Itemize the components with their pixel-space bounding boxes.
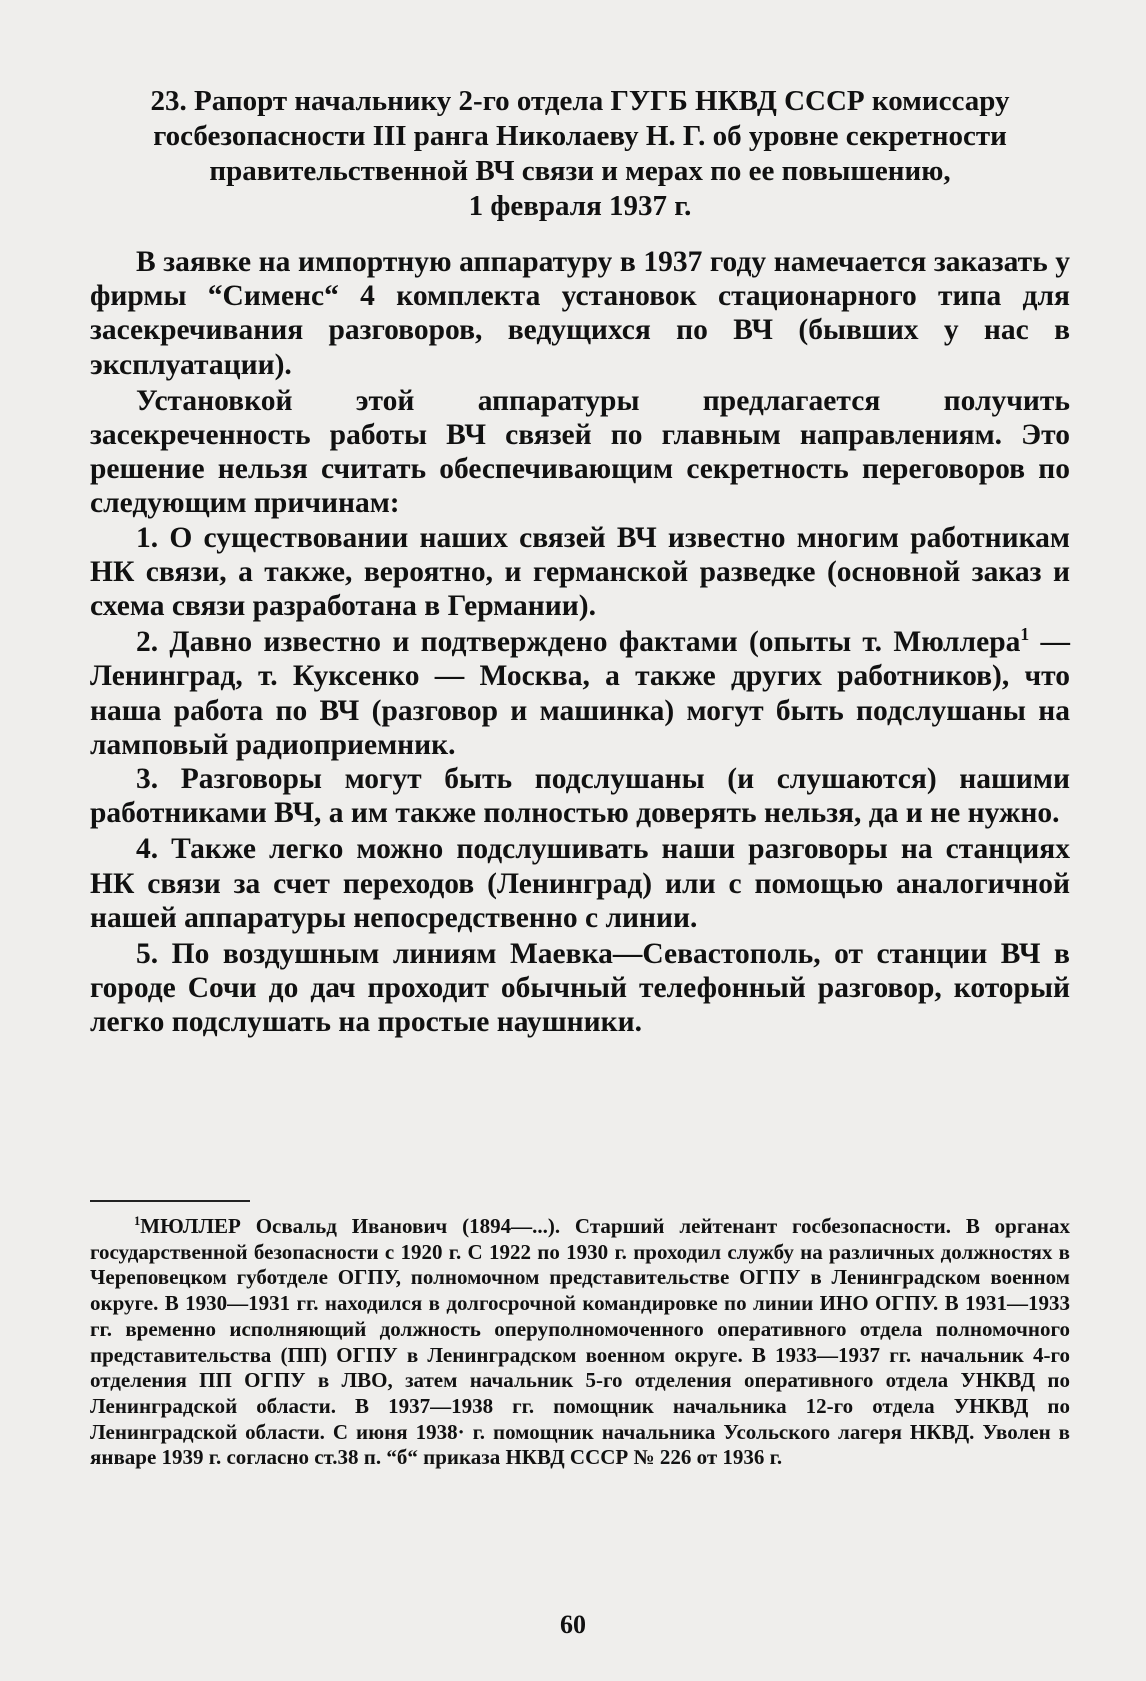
footnote-text: МЮЛЛЕР Освальд Иванович (1894—...). Старший лейтенант госбезопасности. В органах государственной безопасности с 1920 г. С 1922 по 1930 г. проходил службу на различных должностях в Череповецком губотделе ОГПУ, полномочном представительстве ОГПУ в Ленинградском военном округе. В 1930—1931 гг. находился в долгосрочной командировке по линии ИНО ОГПУ. В 1931—1933 гг. временно исполняющий должность оперуполномоченного оперативного отдела полномочного представительства (ПП) ОГПУ в Ленинградском военном округе. В 1933—1937 гг. начальник 4-го отделения ПП ОГПУ в ЛВО, затем начальник 5-го отделения оперативного отдела УНКВД по Ленинградской области. В 1937—1938 гг. помощник начальника 12-го отдела УНКВД по Ленинградской области. С июня 1938· г. помощник начальника Усольского лагеря НКВД. Уволен в январе 1939 г. согласно ст.38 п. “б“ приказа НКВД СССР № 226 от 1936 г. [90, 1214, 1070, 1470]
paragraph-reason-4: 4. Также легко можно подслушивать наши разговоры на станциях НК связи за счет переходов (Ленинград) или с помощью аналогичной нашей аппаратуры непосредственно с линии. [90, 833, 1070, 934]
heading-line-3: правительственной ВЧ связи и мерах по ее повышению, [209, 155, 951, 187]
reason-2-text-start: 2. Давно известно и подтверждено фактами (опыты т. Мюллера [136, 626, 1021, 659]
heading-line-2: госбезопасности III ранга Николаеву Н. Г. об уровне секретности [153, 120, 1007, 152]
footnote-divider [90, 1200, 250, 1202]
paragraph-reason-5: 5. По воздушным линиям Маевка—Севастополь, от станции ВЧ в городе Сочи до дач проходит обычный телефонный разговор, который легко подслушать на простые наушники. [90, 938, 1070, 1039]
paragraph-reason-1: 1. О существовании наших связей ВЧ известно многим работникам НК связи, а также, вероятно, и германской разведке (основной заказ и схема связи разработана в Германии). [90, 521, 1070, 623]
heading-line-4: 1 февраля 1937 г. [468, 190, 692, 222]
report-body [90, 245, 1070, 1040]
paragraph-reason-3: 3. Разговоры могут быть подслушаны (и слушаются) нашими работниками ВЧ, а им также полностью доверять нельзя, да и не нужно. [90, 763, 1070, 830]
heading-line-1: 23. Рапорт начальнику 2-го отдела ГУГБ НКВД СССР комиссару [150, 85, 1010, 117]
document-heading [90, 84, 1070, 224]
footnote-reference: 1 [1020, 624, 1030, 645]
page-number: 60 [560, 1610, 586, 1639]
paragraph-proposal: Установкой этой аппаратуры предлагается получить засекреченность работы ВЧ связей по главным направлениям. Это решение нельзя считать обеспечивающим секретность переговоров по следующим причинам: [90, 384, 1070, 520]
paragraph-reason-2 [90, 625, 1070, 762]
footnote [90, 1214, 1070, 1471]
footnote-marker: 1 [134, 1214, 141, 1228]
reason-2-text-end: — Ленинград, т. Куксенко — Москва, а также других работников), что наша работа по ВЧ (разговор и машинка) могут быть подслушаны на ламповый радиоприемник. [90, 626, 1071, 761]
paragraph-intro: В заявке на импортную аппаратуру в 1937 году намечается заказать у фирмы “Сименс“ 4 комплекта установок стационарного типа для засекречивания разговоров, ведущихся по ВЧ (бывших у нас в эксплуатации). [90, 246, 1070, 381]
